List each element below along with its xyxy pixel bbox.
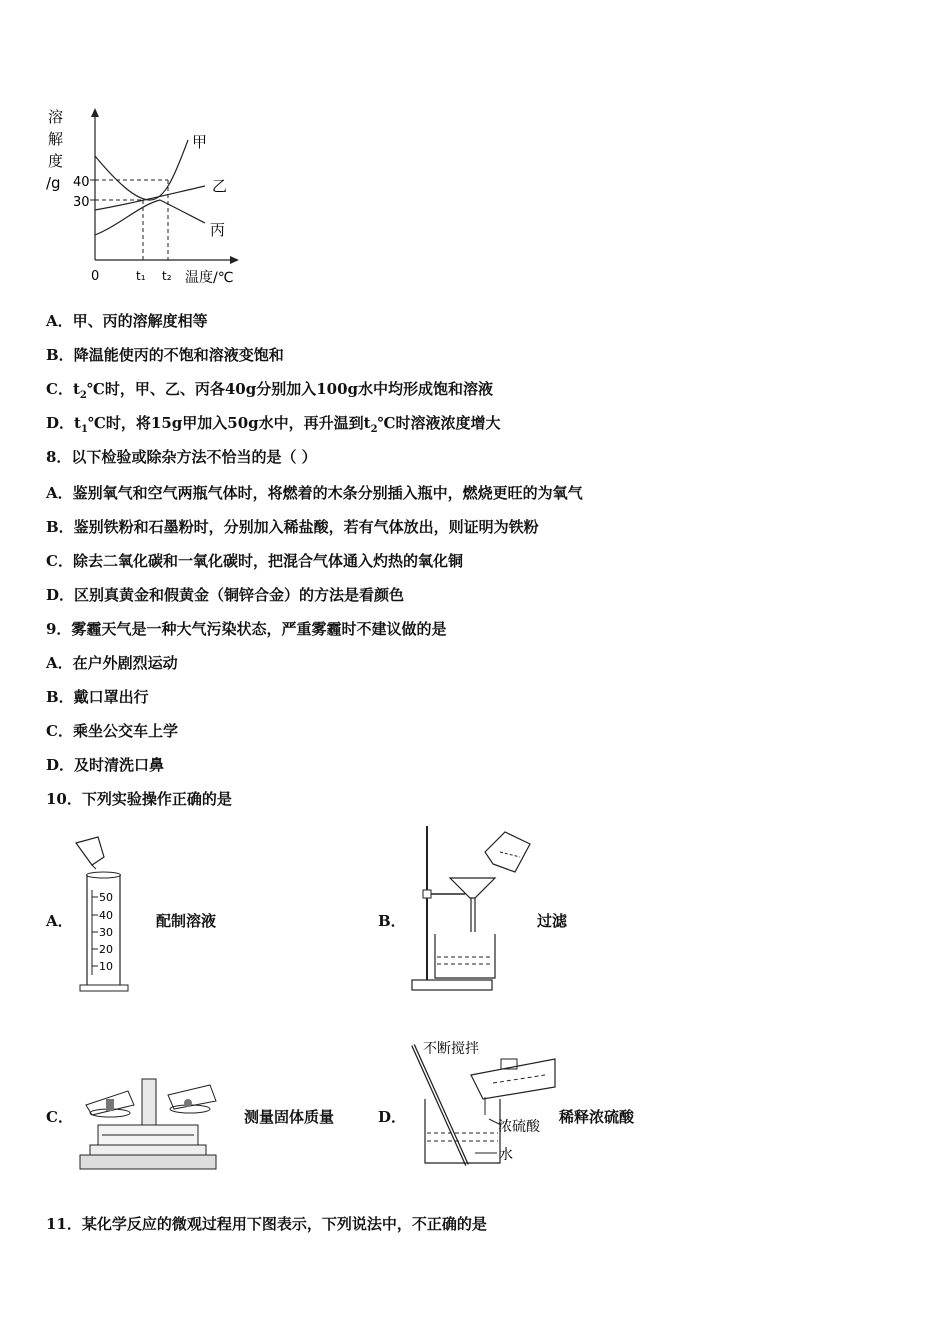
y-axis-arrow (91, 108, 99, 117)
q9-option-b: B．戴口罩出行 (46, 688, 149, 706)
label-conc-acid: 浓硫酸 (498, 1119, 540, 1135)
cyl-tick-10: 10 (99, 960, 113, 973)
series-label-yi: 乙 (212, 177, 228, 195)
q7-option-c: C．$t_2℃$时，甲、乙、丙各40g分别加入100g水中均形成饱和溶液 (46, 380, 493, 401)
q8-option-d: D．区别真黄金和假黄金（铜锌合金）的方法是看颜色 (46, 586, 405, 604)
graph-ylabel-1: 溶 (48, 108, 64, 126)
curve-jia (95, 140, 188, 200)
q7-option-b: B．降温能使丙的不饱和溶液变饱和 (46, 346, 284, 364)
graph-ylabel-3: 度 (48, 152, 64, 170)
x-tick-t2: t₂ (162, 269, 172, 283)
cyl-tick-40: 40 (99, 909, 113, 922)
q10-option-a-letter: A． (46, 912, 73, 930)
q8-option-b: B．鉴别铁粉和石墨粉时，分别加入稀盐酸，若有气体放出，则证明为铁粉 (46, 518, 539, 536)
cyl-tick-20: 20 (99, 943, 113, 956)
q10-option-c-caption: 测量固体质量 (244, 1108, 335, 1126)
curve-bing (95, 200, 205, 235)
balance-figure (78, 1075, 220, 1173)
cylinder-figure (70, 835, 140, 1000)
q10-option-b-caption: 过滤 (537, 912, 568, 930)
x-tick-0: 0 (91, 269, 100, 284)
x-tick-t1: t₁ (136, 269, 146, 283)
q10-option-c-letter: C． (46, 1108, 73, 1126)
q9-option-c: C．乘坐公交车上学 (46, 722, 178, 740)
cyl-tick-30: 30 (99, 926, 113, 939)
label-water: 水 (499, 1147, 513, 1163)
series-label-jia: 甲 (192, 133, 208, 151)
cyl-tick-50: 50 (99, 891, 113, 904)
q8-option-a: A．鉴别氧气和空气两瓶气体时，将燃着的木条分别插入瓶中，燃烧更旺的为氧气 (46, 484, 583, 502)
q8-stem: 8．以下检验或除杂方法不恰当的是（ ） (46, 448, 317, 466)
y-tick-30: 30 (73, 195, 90, 210)
y-tick-40: 40 (73, 175, 90, 190)
q10-stem: 10．下列实验操作正确的是 (46, 790, 232, 808)
q10-option-b-letter: B． (378, 912, 406, 930)
q9-stem: 9．雾霾天气是一种大气污染状态，严重雾霾时不建议做的是 (46, 620, 447, 638)
q10-option-d-caption: 稀释浓硫酸 (559, 1108, 635, 1126)
q7-option-a: A．甲、丙的溶解度相等 (46, 312, 208, 330)
q10-option-d-letter: D． (378, 1108, 407, 1126)
filtration-figure (405, 822, 535, 994)
curve-yi (95, 186, 205, 210)
label-stirring: 不断搅拌 (423, 1041, 479, 1057)
x-axis-arrow (230, 256, 239, 264)
dilution-figure (405, 1035, 557, 1170)
graph-ylabel-4: /g (46, 174, 61, 192)
q9-option-a: A．在户外剧烈运动 (46, 654, 178, 672)
graph-ylabel-2: 解 (48, 130, 64, 148)
q7-option-d: D．$t_1℃$时，将15g甲加入50g水中，再升温到$t_2℃$时溶液浓度增大 (46, 414, 501, 435)
x-axis-label: 温度/℃ (185, 270, 234, 286)
solubility-graph (40, 100, 260, 295)
series-label-bing: 丙 (210, 221, 226, 239)
q10-option-a-caption: 配制溶液 (156, 912, 217, 930)
q8-option-c: C．除去二氧化碳和一氧化碳时，把混合气体通入灼热的氧化铜 (46, 552, 463, 570)
q11-stem: 11．某化学反应的微观过程用下图表示，下列说法中，不正确的是 (46, 1215, 487, 1233)
q9-option-d: D．及时清洗口鼻 (46, 756, 165, 774)
